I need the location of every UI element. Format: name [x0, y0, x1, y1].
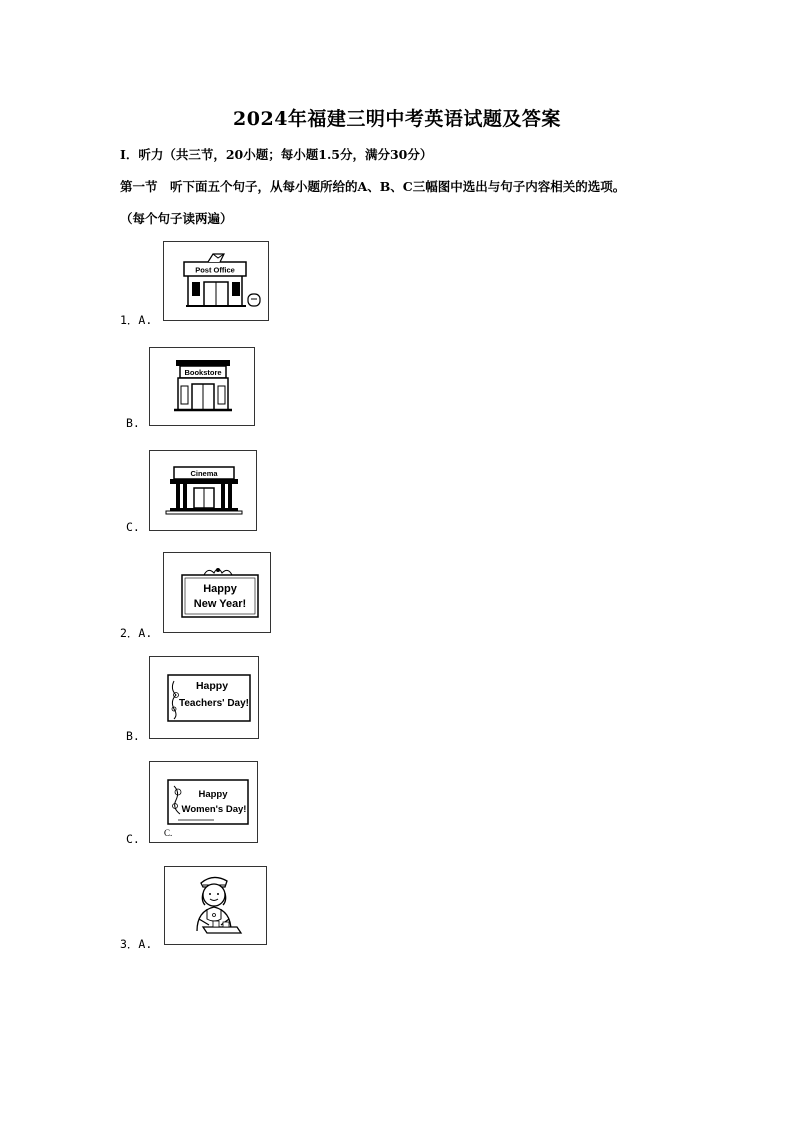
part-note: （每个句子读两遍）	[120, 211, 233, 226]
option-label: B.	[126, 729, 140, 743]
card-line-2: Women's Day!	[181, 804, 247, 815]
section-heading: Ⅰ．听力（共三节，20小题；每小题1.5分，满分30分）	[120, 147, 433, 162]
sign-text: Cinema	[190, 469, 218, 478]
card-line-1: Happy	[203, 583, 237, 595]
option-label: 2．A.	[120, 626, 153, 640]
card-line-2: New Year!	[193, 598, 247, 610]
option-label: B.	[126, 416, 140, 430]
sign-text: Post Office	[195, 265, 235, 275]
waitress-with-tray-icon	[165, 867, 266, 944]
option-label: C.	[126, 832, 140, 846]
card-line-2: Teachers' Day!	[178, 698, 250, 709]
inner-mark: C.	[164, 828, 173, 838]
option-label: 1．A.	[120, 313, 153, 327]
teachers-day-card-icon	[150, 657, 258, 738]
new-year-card-icon	[164, 553, 270, 632]
option-1c-picture[interactable]	[149, 450, 257, 531]
womens-day-card-icon	[150, 762, 257, 842]
bookstore-icon	[150, 348, 254, 425]
option-label: C.	[126, 520, 140, 534]
option-1b-picture[interactable]	[149, 347, 255, 426]
sign-text: Bookstore	[184, 368, 222, 377]
cinema-icon	[150, 451, 256, 530]
card-line-1: Happy	[198, 789, 228, 800]
page-title: 2024年福建三明中考英语试题及答案	[233, 108, 561, 130]
post-office-icon	[164, 242, 268, 320]
option-2c-picture[interactable]	[149, 761, 258, 843]
option-2b-picture[interactable]	[149, 656, 259, 739]
option-2a-picture[interactable]	[163, 552, 271, 633]
option-1a-picture[interactable]	[163, 241, 269, 321]
option-label: 3．A.	[120, 937, 153, 951]
card-line-1: Happy	[195, 680, 229, 692]
part-instruction: 第一节 听下面五个句子，从每小题所给的A、B、C三幅图中选出与句子内容相关的选项。	[120, 179, 626, 194]
option-3a-picture[interactable]	[164, 866, 267, 945]
